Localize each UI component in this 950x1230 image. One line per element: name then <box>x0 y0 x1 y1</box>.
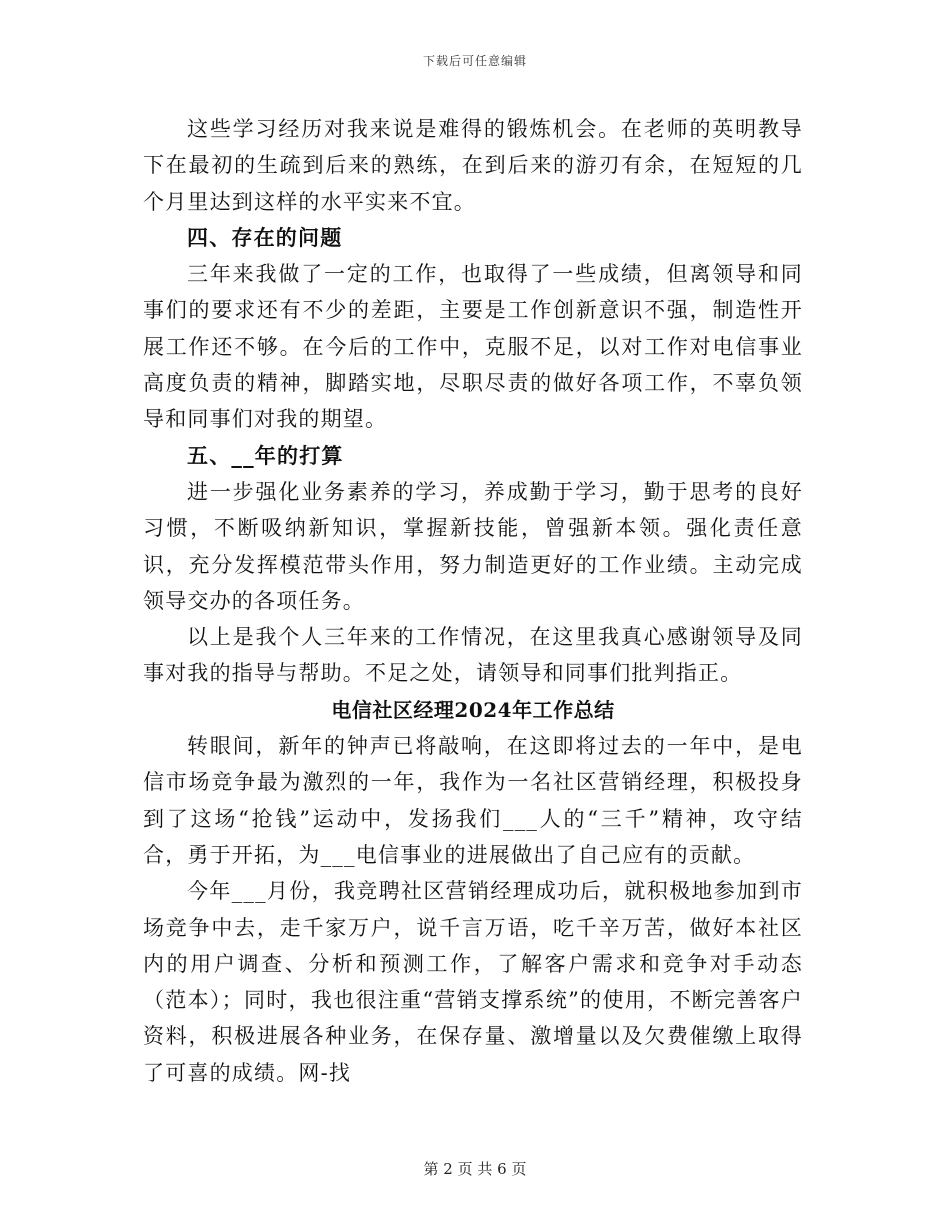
paragraph-problems: 三年来我做了一定的工作，也取得了一些成绩，但离领导和同事们的要求还有不少的差距，主要是工作创新意识不强，制造性开展工作还不够。在今后的工作中，克服不足，以对工作对电信事业高度负责的精神，脚踏实地，尽职尽责的做好各项工作，不辜负领导和同事们对我的期望。 <box>143 262 803 432</box>
paragraph-learning-experience: 这些学习经历对我来说是难得的锻炼机会。在老师的英明教导下在最初的生疏到后来的熟练，在到后来的游刃有余，在短短的几个月里达到这样的水平实来不宜。 <box>143 117 803 214</box>
document-body <box>143 111 803 1091</box>
page-header: 下载后可任意编辑 <box>422 54 527 68</box>
paragraph-thanks: 以上是我个人三年来的工作情况，在这里我真心感谢领导及同事对我的指导与帮助。不足之处，请领导和同事们批判指正。 <box>143 625 803 686</box>
paragraph-new-year: 转眼间，新年的钟声已将敲响，在这即将过去的一年中，是电信市场竞争最为激烈的一年，我作为一名社区营销经理，积极投身到了这场“抢钱”运动中，发扬我们___人的“三千”精神，攻守结合，勇于开拓，为___电信事业的进展做出了自己应有的贡献。 <box>143 734 803 867</box>
page-number: 第 2 页 共 6 页 <box>423 1160 527 1178</box>
section-heading-plans: 五、__年的打算 <box>187 442 344 468</box>
paragraph-community-manager: 今年___月份，我竞聘社区营销经理成功后，就积极地参加到市场竞争中去，走千家万户，说千言万语，吃千辛万苦，做好本社区内的用户调查、分析和预测工作，了解客户需求和竞争对手动态（范本）；同时，我也很注重“营销支撑系统”的使用，不断完善客户资料，积极进展各种业务，在保存量、激增量以及欠费催缴上取得了可喜的成绩。网-找 <box>143 879 803 1085</box>
paragraph-plans: 进一步强化业务素养的学习，养成勤于学习，勤于思考的良好习惯，不断吸纳新知识，掌握新技能，曾强新本领。强化责任意识，充分发挥模范带头作用，努力制造更好的工作业绩。主动完成领导交办的各项任务。 <box>143 479 803 613</box>
section-heading-problems: 四、存在的问题 <box>187 224 343 250</box>
document-title: 电信社区经理2024年工作总结 <box>331 697 615 722</box>
